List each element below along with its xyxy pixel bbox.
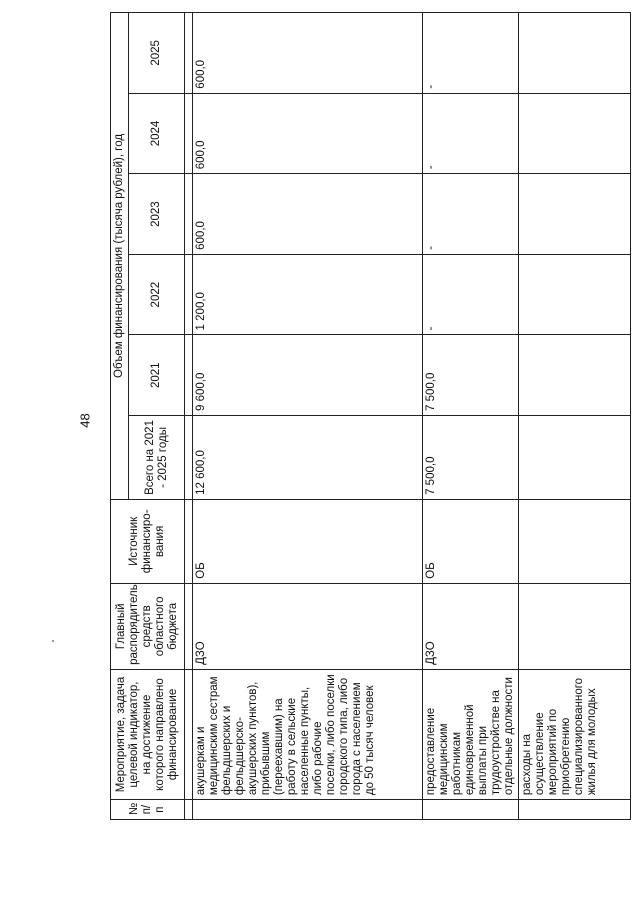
cell-value — [519, 335, 631, 416]
table-row — [193, 13, 423, 820]
header-activity: Мероприятие, задача целевой индикатор, на достижение которого направлено финансирование — [111, 669, 185, 799]
cell-value: 7 500,0 — [423, 335, 519, 416]
header-total: Всего на 2021 - 2025 годы — [129, 416, 185, 500]
cell-num — [423, 800, 519, 820]
page-number: 48 — [77, 413, 93, 428]
header-year: 2023 — [129, 174, 185, 255]
cell-value — [519, 174, 631, 255]
cell-value: 600,0 — [193, 174, 423, 255]
financing-table — [110, 12, 631, 820]
cell-distributor: ДЗО — [423, 583, 519, 669]
cell-num — [193, 800, 423, 820]
cell-value: 1 200,0 — [193, 254, 423, 335]
cell-value: - — [423, 254, 519, 335]
cell-activity: акушеркам и медицинским сестрам фельдшерских и фельдшерско-акушерских пунктов), прибывшим (переехавшим) на работу в сельские населенные пункты, либо рабочие поселки, либо поселки городского типа, либо города с населением до 50 тысяч человек — [193, 669, 423, 799]
cell-value — [519, 93, 631, 174]
cell-value: - — [423, 174, 519, 255]
table-row — [423, 13, 519, 820]
header-num: № п/п — [111, 800, 185, 820]
cell-source: ОБ — [193, 499, 423, 583]
cell-source — [519, 499, 631, 583]
cell-value: 9 600,0 — [193, 335, 423, 416]
cell-activity: предоставление медицинским работникам единовременной выплаты при трудоустройстве на отдельные должности — [423, 669, 519, 799]
cell-distributor: ДЗО — [193, 583, 423, 669]
cell-total: 12 600,0 — [193, 416, 423, 500]
header-distributor: Главный распорядитель средств областного бюджета — [111, 583, 185, 669]
cell-value: - — [423, 13, 519, 94]
header-year: 2022 — [129, 254, 185, 335]
header-volume-group: Объем финансирования (тысяча рублей), год — [111, 13, 129, 500]
header-year: 2024 — [129, 93, 185, 174]
cell-num — [519, 800, 631, 820]
cell-value — [519, 254, 631, 335]
cell-source: ОБ — [423, 499, 519, 583]
header-source: Источник финансиро-вания — [111, 499, 185, 583]
header-year: 2025 — [129, 13, 185, 94]
cell-value: 600,0 — [193, 93, 423, 174]
header-year: 2021 — [129, 335, 185, 416]
cell-total: 7 500,0 — [423, 416, 519, 500]
cell-activity: расходы на осуществление мероприятий по приобретению специализированного жилья для молодых — [519, 669, 631, 799]
cell-value: - — [423, 93, 519, 174]
cell-value — [519, 13, 631, 94]
cell-distributor — [519, 583, 631, 669]
table-row — [519, 13, 631, 820]
scan-speck — [52, 640, 54, 642]
cell-value: 600,0 — [193, 13, 423, 94]
financing-table-container — [110, 12, 630, 820]
cell-total — [519, 416, 631, 500]
